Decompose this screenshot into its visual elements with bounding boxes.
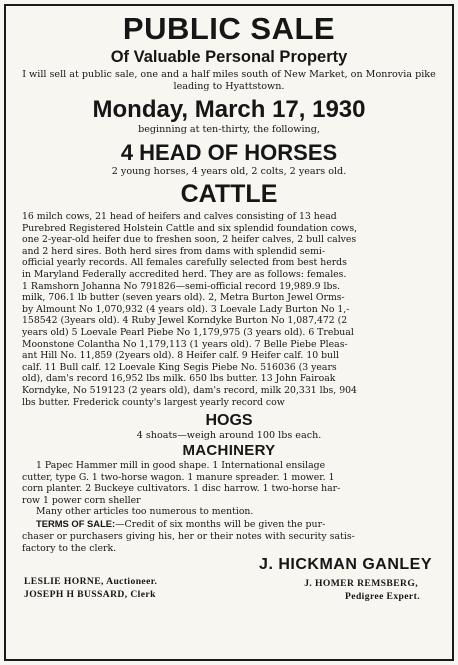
cattle-line: 16 milch cows, 21 head of heifers and calves consisting of 13 head [22, 211, 337, 222]
pedigree-expert-name: J. HOMER REMSBERG, [304, 578, 418, 590]
horses-detail: 2 young horses, 4 years old, 2 colts, 2 years old. [111, 166, 347, 177]
cattle-line: Purebred Registered Holstein Cattle and six splendid foundation cows, [22, 222, 358, 234]
pedigree-expert-role: Pedigree Expert. [345, 591, 420, 603]
machinery-line: 1 Papec Hammer mill in good shape. 1 International ensilage [36, 460, 326, 472]
terms-line: chaser or purchasers giving his, her or their notes with security satis- [22, 530, 355, 542]
start-time: beginning at ten-thirty, the following, [138, 124, 320, 135]
sale-date: Monday, March 17, 1930 [92, 96, 366, 123]
machinery-line: corn planter. 2 Buckeye cultivators. 1 disc harrow. 1 two-horse har- [22, 483, 341, 495]
cattle-line: by Almount No 1,070,932 (4 years old). 3 Loevale Lady Burton No 1,- [22, 303, 350, 315]
auctioneer-name: LESLIE HORNE, Auctioneer. [24, 576, 158, 588]
terms-of-sale [22, 518, 436, 554]
cattle-line: in Maryland Federally accredited herd. They are as follows: females. [22, 268, 347, 280]
cattle-line: Moonstone Colantha No 1,179,113 (1 years old). 7 Belle Piebe Pleas- [22, 338, 348, 350]
machinery-heading: MACHINERY [182, 442, 276, 460]
cattle-line: years old) 5 Loevale Pearl Piebe No 1,179,975 (3 years old). 6 Trebual [22, 326, 354, 338]
terms-text: —Credit of six months will be given the pur- [115, 519, 326, 531]
headline-title: PUBLIC SALE [122, 11, 336, 46]
cattle-line: and 2 herd sires. Both herd sires from dams with splendid semi- [22, 245, 326, 257]
machinery-line: cutter, type G. 1 two-horse wagon. 1 manure spreader. 1 mower. 1 [22, 471, 335, 483]
cattle-line: Korndyke, No 519123 (2 years old), dam's record, milk 20,331 lbs, 904 [22, 384, 357, 396]
cattle-line: ant Hill No. 11,859 (2years old). 8 Heifer calf. 9 Heifer calf. 10 bull [22, 350, 339, 362]
horses-heading: 4 HEAD OF HORSES [120, 140, 338, 165]
signature-block [22, 556, 436, 614]
terms-label: TERMS OF SALE: [36, 518, 116, 530]
cattle-line: one 2-year-old heifer due to freshen soon, 2 heifer calves, 2 bull calves [22, 234, 357, 246]
machinery-other: Many other articles too numerous to mention. [36, 506, 254, 518]
clerk-name: JOSEPH H BUSSARD, Clerk [24, 589, 156, 601]
cattle-line: lbs butter. Frederick county's largest yearly record cow [22, 396, 285, 408]
cattle-line: milk, 706.1 lb butter (seven years old). 2, Metra Burton Jewel Orms- [22, 292, 345, 304]
machinery-description [22, 460, 436, 518]
cattle-line: calf. 11 Bull calf. 12 Loevale King Segis Piebe No. 516036 (3 years [22, 361, 337, 373]
terms-line [22, 518, 436, 531]
intro-paragraph: I will sell at public sale, one and a half miles south of New Market, on Monrovia pike leading to Hyattstown. [22, 69, 436, 92]
cattle-heading: CATTLE [180, 180, 278, 208]
cattle-line: 1 Ramshorn Johanna No 791826—semi-official record 19,989.9 lbs. [22, 280, 341, 292]
owner-name: J. HICKMAN GANLEY [259, 556, 432, 574]
cattle-line: official yearly records. All females carefully selected from best herds [22, 257, 347, 269]
cattle-line: 158542 (3years old). 4 Ruby Jewel Korndyke Burton No 1,087,472 (2 [22, 315, 348, 327]
machinery-line: row 1 power corn sheller [22, 494, 141, 506]
subtitle: Of Valuable Personal Property [110, 48, 348, 66]
cattle-description [22, 211, 436, 408]
hogs-heading: HOGS [205, 412, 253, 430]
advertisement-border [4, 4, 454, 661]
cattle-line: old), dam's record 16,952 lbs milk. 650 lbs butter. 13 John Fairoak [22, 373, 336, 385]
terms-line: factory to the clerk. [22, 542, 117, 554]
hogs-detail: 4 shoats—weigh around 100 lbs each. [136, 430, 322, 442]
